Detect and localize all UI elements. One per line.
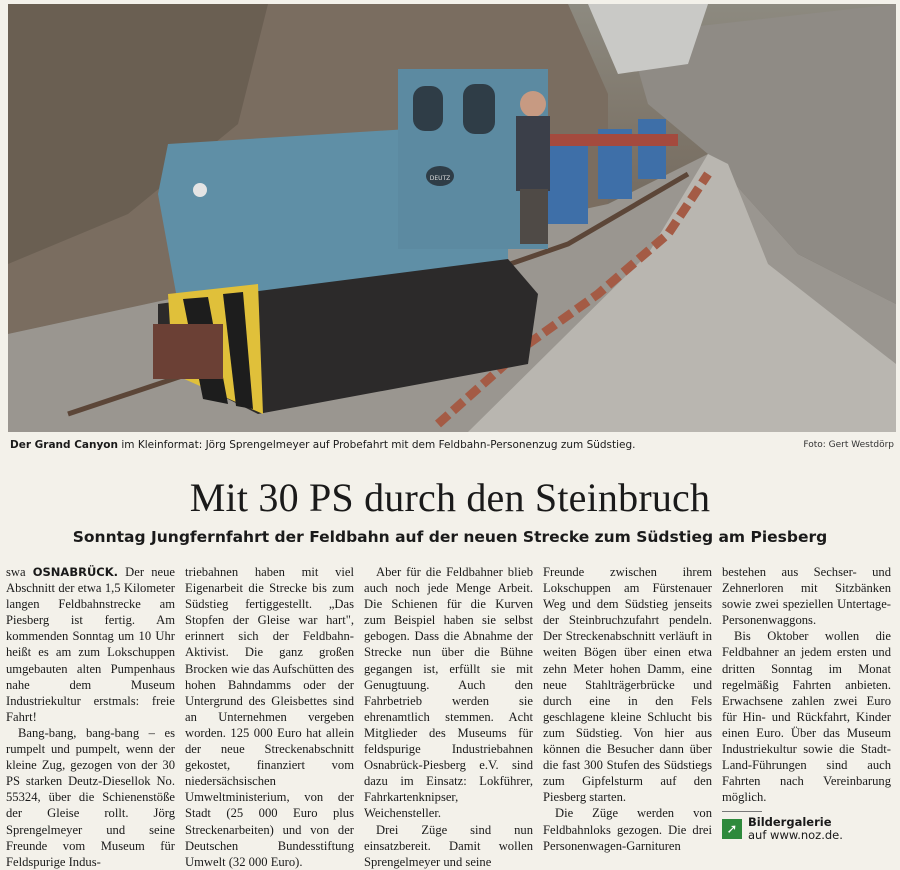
news-photo bbox=[8, 4, 896, 432]
cursor-arrow-icon: ➚ bbox=[722, 819, 742, 839]
paragraph: Bang-bang, bang-bang – es rumpelt und pumpelt, wenn der kleine Zug, gezogen von der 30 PS starken Deutz-Diesellok No. 55324, über die Schienenstöße der Gleise rollt. Jörg Sprengelmeyer und seine Freunde vom Museum für Feldspurige Indus- bbox=[6, 725, 175, 869]
gallery-label: Bildergalerie bbox=[748, 815, 832, 830]
paragraph-text: Der neue Abschnitt der etwa 1,5 Kilometer langen Feldbahnstrecke am Piesberg ist fertig. Am kommenden Sonntag um 10 Uhr heißt es am zum Lokschuppen umgebauten alten Pumpenhaus nahe dem Museum Industriekultur erstmals: freie Fahrt! bbox=[6, 565, 175, 724]
article-body bbox=[6, 564, 896, 869]
divider bbox=[722, 811, 762, 812]
caption-body: im Kleinformat: Jörg Sprengelmeyer auf Probefahrt mit dem Feldbahn-Personenzug zum Südstieg. bbox=[118, 439, 636, 451]
article-headline: Mit 30 PS durch den Steinbruch bbox=[189, 475, 711, 520]
photo-credit: Foto: Gert Westdörp bbox=[803, 440, 894, 450]
paragraph: triebahnen haben mit viel Eigenarbeit die Strecke bis zum Südstieg fertiggestellt. „Das Stopfen der Gleise war hart", erinnert sich der Feldbahn-Aktivist. Die ganz großen Brocken wie das Aufschütten des hohen Bahndamms oder der Untergrund des Gleisbettes sind an Unternehmen vergeben worden. 125 000 Euro hat allein der neue Streckenabschnitt gekostet, finanziert vom niedersächsischen Umweltministerium, von der Stadt (25 000 Euro plus Streckenarbeiten) und von der Deutschen Bundesstiftung Umwelt (32 000 Euro). bbox=[185, 565, 354, 869]
paragraph: Aber für die Feldbahner blieb auch noch jede Menge Arbeit. Die Schienen für die Kurven zum Beispiel haben sie selbst gebogen. Dass die Abnahme der Strecke nun über die Bühne gegangen ist, erfüllt sie mit Genugtuung. Auch den Fahrbetrieb werden sie ehrenamtlich stemmen. Acht Mitglieder des Museums für feldspurige Industriebahnen Osnabrück-Piesberg e.V. sind dazu im Einsatz: Lokführer, Fahrkartenknipser, Weichensteller. bbox=[364, 565, 533, 821]
article-column-3 bbox=[364, 564, 533, 869]
gallery-url[interactable]: auf www.noz.de. bbox=[748, 828, 843, 843]
paragraph: bestehen aus Sechser- und Zehnerloren mit Sitzbänken sowie zwei speziellen Untertage-Personenwaggons. bbox=[722, 565, 891, 628]
paragraph: Drei Züge sind nun einsatzbereit. Damit wollen Sprengelmeyer und seine bbox=[364, 822, 533, 869]
paragraph: Freunde zwischen ihrem Lokschuppen am Fürstenauer Weg und dem Südstieg jenseits der Steinbruchzufahrt pendeln. Der Streckenabschnitt verläuft in weiten Bögen über einen etwa zehn Meter hohen Damm, eine neue Stahlträgerbrücke und durch eine in den Fels geschlagene kleine Schlucht bis zum Südstieg. Von hier aus können die Besucher dann über die fast 300 Stufen des Südstiegs zum Gipfelsturm auf den Piesberg starten. bbox=[543, 565, 712, 805]
article-column-5 bbox=[722, 564, 891, 843]
loco-plate-text: DEUTZ bbox=[429, 175, 451, 182]
photo-illustration bbox=[8, 4, 896, 432]
article-column-1 bbox=[6, 564, 175, 869]
paragraph: Die Züge werden von Feldbahnloks gezogen. Die drei Personenwagen-Garnituren bbox=[543, 806, 712, 853]
paragraph bbox=[6, 564, 175, 725]
caption-lead: Der Grand Canyon bbox=[10, 439, 118, 451]
dateline: OSNABRÜCK. bbox=[32, 565, 119, 579]
caption-text bbox=[10, 437, 636, 453]
article-subhead: Sonntag Jungfernfahrt der Feldbahn auf der neuen Strecke zum Südstieg am Piesberg bbox=[72, 528, 828, 546]
gallery-link[interactable] bbox=[722, 816, 891, 842]
photo-caption bbox=[10, 437, 894, 453]
paragraph: Bis Oktober wollen die Feldbahner an jedem ersten und dritten Sonntag im Monat regelmäßig Fahrten anbieten. Erwachsene zahlen zwei Euro für Hin- und Rückfahrt, Kinder einen Euro. Über das Museum Industriekultur sowie die Stadt-Land-Führungen sind auch Fahrten nach Vereinbarung möglich. bbox=[722, 629, 891, 805]
gallery-text bbox=[748, 816, 843, 842]
article-column-4 bbox=[543, 564, 712, 853]
article-column-2 bbox=[185, 564, 354, 869]
author-tag: swa bbox=[6, 565, 33, 579]
